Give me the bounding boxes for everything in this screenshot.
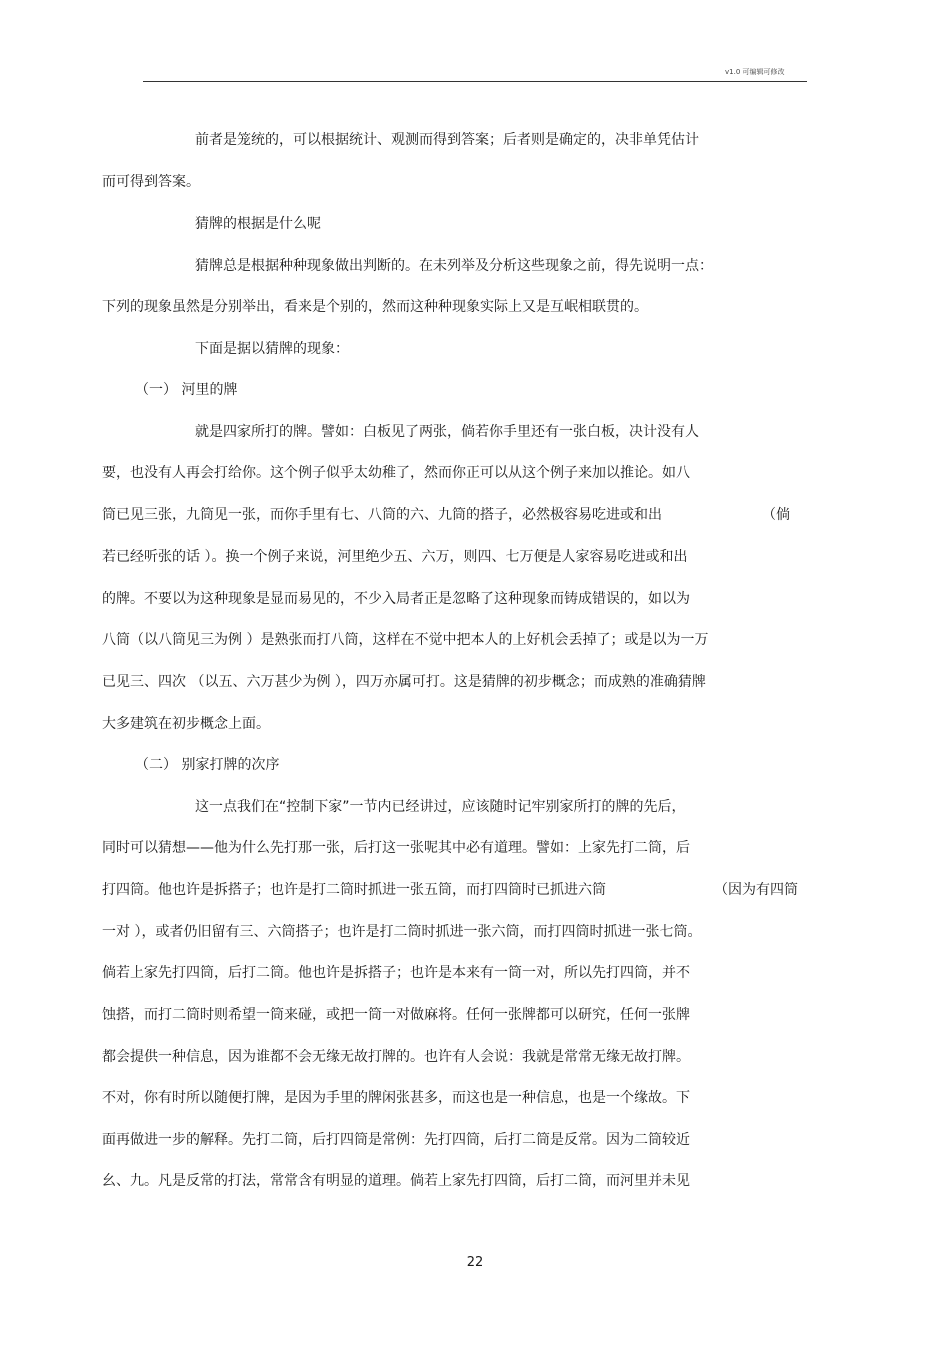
text-line: 八筒（以八筒见三为例 ）是熟张而打八筒，这样在不觉中把本人的上好机会丢掉了；或是以为一万 [102, 632, 709, 648]
text-line: 这一点我们在“控制下家”一节内已经讲过，应该随时记牢别家所打的牌的先后， [195, 799, 686, 815]
text-line: 猜牌总是根据种种现象做出判断的。在未列举及分析这些现象之前，得先说明一点： [195, 258, 713, 274]
text-line-fragment: （倘 [762, 507, 790, 523]
text-line: 就是四家所打的牌。譬如：白板见了两张，倘若你手里还有一张白板，决计没有人 [195, 424, 699, 440]
text-line: 蚀搭，而打二筒时则希望一筒来碰，或把一筒一对做麻将。任何一张牌都可以研究，任何一张牌 [102, 1007, 690, 1023]
text-line: 下列的现象虽然是分别举出，看来是个别的，然而这种种现象实际上又是互岷相联贯的。 [102, 299, 648, 315]
text-line: 同时可以猜想——他为什么先打那一张，后打这一张呢其中必有道理。譬如：上家先打二筒，后 [102, 840, 690, 856]
text-line: 不对，你有时所以随便打牌，是因为手里的牌闲张甚多，而这也是一种信息，也是一个缘故。下 [102, 1090, 690, 1106]
text-line: 下面是据以猜牌的现象： [195, 341, 349, 357]
text-line: 倘若上家先打四筒，后打二筒。他也许是拆搭子；也许是本来有一筒一对，所以先打四筒，并不 [102, 965, 690, 981]
text-line: 大多建筑在初步概念上面。 [102, 716, 270, 732]
text-line: 而可得到答案。 [102, 174, 200, 190]
text-line: 筒已见三张，九筒见一张，而你手里有七、八筒的六、九筒的搭子，必然极容易吃进或和出 [102, 507, 662, 523]
text-line: 面再做进一步的解释。先打二筒，后打四筒是常例：先打四筒，后打二筒是反常。因为二筒较近 [102, 1132, 690, 1148]
text-line-fragment: （因为有四筒 [714, 882, 798, 898]
text-line: 打四筒。他也许是拆搭子；也许是打二筒时抓进一张五筒，而打四筒时已抓进六筒 [102, 882, 606, 898]
section-heading: （二） 别家打牌的次序 [135, 757, 280, 773]
section-heading: （一） 河里的牌 [135, 382, 238, 398]
text-line: 都会提供一种信息，因为谁都不会无缘无故打牌的。也许有人会说：我就是常常无缘无故打牌。 [102, 1049, 690, 1065]
text-line: 猜牌的根据是什么呢 [195, 216, 321, 232]
text-line: 的牌。不要以为这种现象是显而易见的，不少入局者正是忽略了这种现象而铸成错误的，如以为 [102, 591, 690, 607]
header-rule [143, 81, 807, 82]
page-number: 22 [466, 1255, 484, 1270]
text-line: 要，也没有人再会打给你。这个例子似乎太幼稚了，然而你正可以从这个例子来加以推论。如八 [102, 465, 690, 481]
text-line: 前者是笼统的，可以根据统计、观测而得到答案；后者则是确定的，决非单凭估计 [195, 132, 699, 148]
text-line: 若已经听张的话 ）。换一个例子来说，河里绝少五、六万，则四、七万便是人家容易吃进或和出 [102, 549, 688, 565]
header-note: v1.0 可编辑可修改 [725, 68, 785, 76]
text-line: 一对 ），或者仍旧留有三、六筒搭子；也许是打二筒时抓进一张六筒，而打四筒时抓进一张七筒。 [102, 924, 702, 940]
text-line: 幺、九。凡是反常的打法，常常含有明显的道理。倘若上家先打四筒，后打二筒，而河里并未见 [102, 1173, 690, 1189]
text-line: 已见三、四次 （以五、六万甚少为例 ），四万亦属可打。这是猜牌的初步概念；而成熟的准确猜牌 [102, 674, 706, 690]
